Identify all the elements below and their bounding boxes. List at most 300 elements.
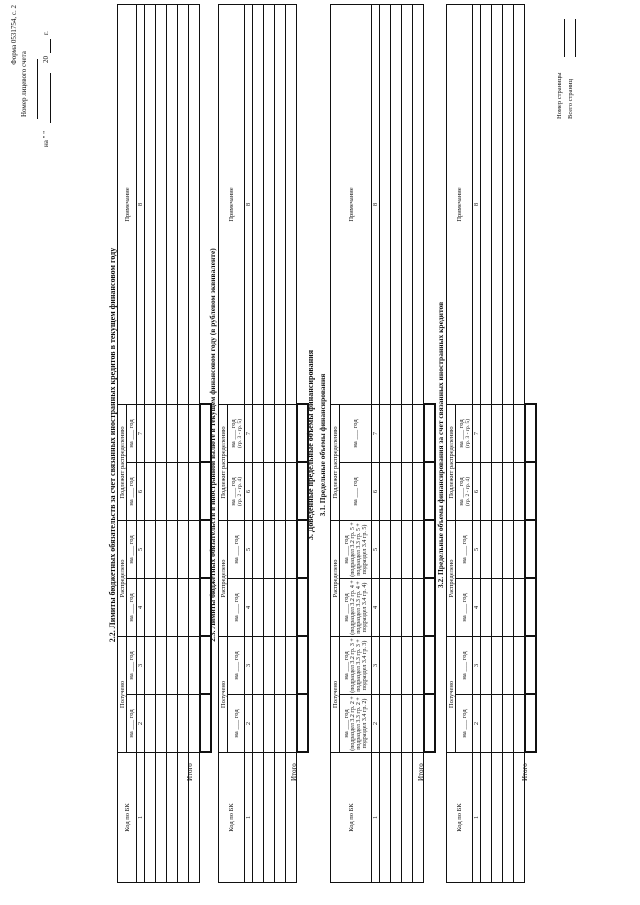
table-cell[interactable]	[514, 521, 525, 579]
table-cell[interactable]	[402, 753, 413, 883]
formula-6: (гр. 2 - гр. 4)	[236, 476, 243, 507]
col-kod: Код по БК	[331, 753, 372, 883]
table-cell[interactable]	[402, 521, 413, 579]
table-cell[interactable]	[178, 695, 189, 753]
col-polucheno: Получено	[447, 637, 456, 753]
table-cell[interactable]	[178, 405, 189, 463]
table-cell[interactable]	[286, 463, 297, 521]
col-kod: Код по БК	[118, 753, 137, 883]
table-cell[interactable]	[380, 463, 391, 521]
col-num-4: 4	[137, 579, 145, 637]
table-cell[interactable]	[156, 463, 167, 521]
na-label: на	[460, 673, 468, 680]
table-cell[interactable]	[145, 521, 156, 579]
year-col-header: на ___ год	[456, 521, 473, 579]
table-cell[interactable]	[145, 753, 156, 883]
date-line	[50, 73, 51, 123]
table-cell[interactable]	[253, 405, 264, 463]
na-label: на	[128, 499, 135, 506]
table-cell[interactable]	[514, 463, 525, 521]
table-cell[interactable]	[391, 637, 402, 695]
section-2-2-title: 2.2. Лимиты бюджетных обязательств за счет связанных иностранных кредитов в текущем финансовом году	[108, 247, 117, 643]
table-cell[interactable]	[167, 695, 178, 753]
col-num-3: 3	[137, 637, 145, 695]
table-cell[interactable]	[514, 637, 525, 695]
table-row	[514, 5, 525, 883]
col-polucheno: Получено	[118, 637, 127, 753]
total-cell[interactable]	[525, 637, 536, 695]
table-cell[interactable]	[402, 695, 413, 753]
table-cell[interactable]	[503, 521, 514, 579]
table-cell[interactable]	[145, 579, 156, 637]
table-cell[interactable]	[264, 579, 275, 637]
year-col-header: на ___ год	[127, 463, 137, 521]
table-cell[interactable]	[481, 405, 492, 463]
god-label: год	[343, 535, 350, 545]
date-year: 20	[42, 56, 50, 63]
table-cell[interactable]	[391, 695, 402, 753]
table-cell[interactable]	[189, 5, 200, 405]
table-cell[interactable]	[275, 695, 286, 753]
table-cell[interactable]	[275, 521, 286, 579]
table-row	[145, 5, 156, 883]
table-row	[503, 5, 514, 883]
table-cell[interactable]	[167, 579, 178, 637]
na-label: на	[352, 499, 359, 506]
col-num-7: 7	[137, 405, 145, 463]
table-cell[interactable]	[145, 695, 156, 753]
table-cell[interactable]	[156, 695, 167, 753]
formula-3-line2: подраздел 3.3 гр. 3 +	[356, 639, 362, 692]
table-row	[481, 5, 492, 883]
col-polucheno: Получено	[219, 637, 228, 753]
year-col-header: на ___ год	[127, 637, 137, 695]
table-cell[interactable]	[391, 463, 402, 521]
year-col-header: на ___ год	[228, 579, 245, 637]
table-cell[interactable]	[156, 521, 167, 579]
table-cell[interactable]	[286, 405, 297, 463]
table-row	[380, 5, 391, 883]
table-cell[interactable]	[503, 463, 514, 521]
god-label: год	[457, 477, 465, 487]
na-label: на	[229, 499, 237, 506]
formula-5-line1: (подраздел 3.2 гр. 5 +	[350, 522, 356, 577]
section-3-2-title: 3.2. Предельные объемы финансирования за счет связанных иностранных кредитов	[436, 301, 445, 589]
god-label: год	[128, 593, 135, 603]
formula-5-line3: подраздел 3.4 гр. 5)	[362, 524, 368, 575]
col-num-8: 8	[137, 5, 145, 405]
table-cell[interactable]	[167, 405, 178, 463]
table-cell[interactable]	[275, 463, 286, 521]
table-cell[interactable]	[145, 405, 156, 463]
table-cell[interactable]	[402, 463, 413, 521]
year-col-header: на ___ год (подраздел 3.2 гр. 4 + подраздел 3.3 гр. 4 + подраздел 3.4 гр. 4)	[340, 579, 372, 637]
col-num-5: 5	[245, 521, 253, 579]
table-row	[178, 5, 189, 883]
table-row	[286, 5, 297, 883]
col-num-6: 6	[245, 463, 253, 521]
table-cell[interactable]	[492, 463, 503, 521]
table-cell[interactable]	[514, 695, 525, 753]
year-col-header: на ___ год (подраздел 3.2 гр. 3 + подраздел 3.3 гр. 3 + подраздел 3.4 гр. 3)	[340, 637, 372, 695]
table-cell[interactable]	[286, 695, 297, 753]
table-cell[interactable]	[492, 405, 503, 463]
total-row	[424, 5, 435, 883]
table-cell[interactable]	[402, 579, 413, 637]
column-numbers-row	[372, 5, 380, 883]
total-spacer	[424, 5, 435, 405]
god-label: год	[232, 593, 240, 603]
table-cell[interactable]	[264, 463, 275, 521]
table-cell[interactable]	[492, 5, 503, 405]
table-cell[interactable]	[402, 5, 413, 405]
table-3-1	[330, 4, 436, 883]
god-label: год	[128, 477, 135, 487]
year-col-header: на ___ год	[228, 695, 245, 753]
total-cell[interactable]	[525, 695, 536, 753]
table-cell[interactable]	[503, 637, 514, 695]
table-cell[interactable]	[391, 753, 402, 883]
table-cell[interactable]	[492, 521, 503, 579]
table-cell[interactable]	[264, 695, 275, 753]
table-cell[interactable]	[380, 579, 391, 637]
table-cell[interactable]	[514, 5, 525, 405]
account-label: Номер лицевого счета	[20, 51, 28, 117]
table-cell[interactable]	[391, 579, 402, 637]
table-cell[interactable]	[189, 463, 200, 521]
table-cell[interactable]	[253, 753, 264, 883]
table-cell[interactable]	[492, 637, 503, 695]
table-cell[interactable]	[380, 695, 391, 753]
table-cell[interactable]	[264, 521, 275, 579]
formula-3-line3: подраздел 3.4 гр. 3)	[362, 640, 368, 691]
na-label: на	[343, 673, 350, 680]
table-cell[interactable]	[402, 637, 413, 695]
table-cell[interactable]	[492, 753, 503, 883]
col-num-4: 4	[473, 579, 481, 637]
table-cell[interactable]	[514, 579, 525, 637]
table-cell[interactable]	[178, 463, 189, 521]
table-cell[interactable]	[145, 5, 156, 405]
table-cell[interactable]	[275, 637, 286, 695]
table-2-2	[117, 4, 212, 883]
column-numbers-row	[473, 5, 481, 883]
section-2-3-title: 2.3. Лимиты бюджетных обязательств в иностранной валюте в текущем финансовом году (в рублевом эквиваленте)	[208, 248, 217, 642]
table-cell[interactable]	[253, 521, 264, 579]
col-num-1: 1	[245, 753, 253, 883]
table-cell[interactable]	[481, 753, 492, 883]
table-cell[interactable]	[253, 463, 264, 521]
formula-5-line2: подраздел 3.3 гр. 5 +	[356, 523, 362, 576]
table-cell[interactable]	[156, 5, 167, 405]
total-row	[525, 5, 536, 883]
year-col-header: на ___ год	[127, 579, 137, 637]
table-cell[interactable]	[481, 5, 492, 405]
table-cell[interactable]	[380, 405, 391, 463]
year-col-header: на ___ год	[127, 521, 137, 579]
year-col-header: на ___ год	[228, 637, 245, 695]
table-cell[interactable]	[253, 637, 264, 695]
total-cell[interactable]	[525, 579, 536, 637]
na-label: на	[232, 731, 240, 738]
table-cell[interactable]	[413, 405, 424, 463]
table-cell[interactable]	[253, 579, 264, 637]
total-spacer	[297, 753, 308, 883]
table-cell[interactable]	[391, 521, 402, 579]
table-cell[interactable]	[286, 637, 297, 695]
table-cell[interactable]	[503, 405, 514, 463]
table-row	[253, 5, 264, 883]
page-number-line	[564, 19, 565, 57]
col-num-3: 3	[372, 637, 380, 695]
table-cell[interactable]	[275, 579, 286, 637]
col-num-7: 7	[372, 405, 380, 463]
table-cell[interactable]	[503, 695, 514, 753]
total-cell[interactable]	[424, 405, 435, 463]
god-label: год	[460, 593, 468, 603]
table-cell[interactable]	[391, 405, 402, 463]
table-cell[interactable]	[481, 695, 492, 753]
total-cell[interactable]	[424, 695, 435, 753]
section-3-title: 3. Доведенные предельные объемы финансирования	[306, 349, 315, 541]
table-cell[interactable]	[286, 521, 297, 579]
col-num-5: 5	[372, 521, 380, 579]
table-cell[interactable]	[275, 5, 286, 405]
god-label: год	[128, 709, 135, 719]
col-num-5: 5	[137, 521, 145, 579]
year-col-header: на ___ год (гр. 2 - гр. 4)	[456, 463, 473, 521]
formula-7: (гр. 3 - гр. 5)	[236, 418, 243, 449]
col-kod: Код по БК	[219, 753, 245, 883]
table-cell[interactable]	[178, 579, 189, 637]
table-cell[interactable]	[264, 405, 275, 463]
table-cell[interactable]	[481, 463, 492, 521]
table-cell[interactable]	[167, 463, 178, 521]
total-cell[interactable]	[424, 579, 435, 637]
table-cell[interactable]	[391, 5, 402, 405]
col-podlezhit: Подлежит распределению	[447, 405, 456, 521]
na-label: на	[128, 731, 135, 738]
table-cell[interactable]	[264, 637, 275, 695]
na-label: на	[128, 615, 135, 622]
table-3-2	[446, 4, 537, 883]
table-cell[interactable]	[178, 521, 189, 579]
god-label: год	[352, 477, 359, 487]
na-label: на	[232, 557, 240, 564]
table-cell[interactable]	[189, 695, 200, 753]
table-row	[402, 5, 413, 883]
col-polucheno: Получено	[331, 637, 340, 753]
table-cell[interactable]	[380, 5, 391, 405]
date-na: на " "	[42, 130, 50, 147]
col-num-1: 1	[473, 753, 481, 883]
year-col-header: на ___ год	[340, 405, 372, 463]
section-3-1-title: 3.1. Предельные объемы финансирования	[318, 373, 327, 517]
na-label: на	[460, 557, 468, 564]
god-label: год	[229, 419, 237, 429]
table-cell[interactable]	[286, 579, 297, 637]
table-cell[interactable]	[156, 405, 167, 463]
column-numbers-row	[245, 5, 253, 883]
formula-6: (гр. 2 - гр. 4)	[464, 476, 471, 507]
col-num-2: 2	[137, 695, 145, 753]
column-numbers-row	[137, 5, 145, 883]
year-col-header: на ___ год	[127, 695, 137, 753]
table-cell[interactable]	[380, 521, 391, 579]
table-cell[interactable]	[156, 637, 167, 695]
col-primechanie: Примечание	[219, 5, 245, 405]
table-cell[interactable]	[275, 405, 286, 463]
date-g: г.	[42, 31, 50, 35]
table-cell[interactable]	[253, 5, 264, 405]
table-cell[interactable]	[167, 521, 178, 579]
table-cell[interactable]	[402, 405, 413, 463]
year-col-header: на ___ год (гр. 2 - гр. 4)	[228, 463, 245, 521]
year-col-header: на ___ год (подраздел 3.2 гр. 5 + подраздел 3.3 гр. 5 + подраздел 3.4 гр. 5)	[340, 521, 372, 579]
col-num-4: 4	[245, 579, 253, 637]
col-podlezhit: Подлежит распределению	[219, 405, 228, 521]
table-row	[413, 5, 424, 883]
total-cell[interactable]	[424, 637, 435, 695]
year-col-header: на ___ год	[456, 695, 473, 753]
table-cell[interactable]	[481, 579, 492, 637]
na-label: на	[128, 557, 135, 564]
table-cell[interactable]	[264, 753, 275, 883]
col-num-6: 6	[372, 463, 380, 521]
col-num-8: 8	[473, 5, 481, 405]
col-raspredeleno: Распределено	[118, 521, 127, 637]
total-label: Итого	[186, 763, 194, 781]
col-num-8: 8	[245, 5, 253, 405]
na-label: на	[343, 731, 350, 738]
col-num-6: 6	[473, 463, 481, 521]
total-pages-label: Всего страниц	[567, 79, 574, 119]
total-label: Итого	[290, 763, 298, 781]
col-num-5: 5	[473, 521, 481, 579]
form-label: Форма 0531754, с. 2	[10, 5, 18, 65]
god-label: год	[352, 419, 359, 429]
total-cell[interactable]	[525, 463, 536, 521]
na-label: на	[457, 441, 465, 448]
account-line	[37, 59, 38, 119]
formula-7: (гр. 3 - гр. 5)	[464, 418, 471, 449]
god-label: год	[460, 651, 468, 661]
total-cell[interactable]	[424, 463, 435, 521]
table-cell[interactable]	[413, 637, 424, 695]
formula-4-line1: (подраздел 3.2 гр. 4 +	[350, 580, 356, 635]
table-cell[interactable]	[189, 579, 200, 637]
year-col-header: на ___ год	[456, 637, 473, 695]
table-row	[264, 5, 275, 883]
na-label: на	[352, 441, 359, 448]
table-cell[interactable]	[275, 753, 286, 883]
col-raspredeleno: Распределено	[447, 521, 456, 637]
table-cell[interactable]	[481, 637, 492, 695]
table-cell[interactable]	[380, 637, 391, 695]
na-label: на	[460, 731, 468, 738]
na-label: на	[229, 441, 237, 448]
na-label: на	[128, 441, 135, 448]
god-label: год	[229, 477, 237, 487]
total-label: Итого	[417, 763, 425, 781]
col-podlezhit: Подлежит распределению	[331, 405, 340, 521]
formula-2-line3: подраздел 3.4 гр. 2)	[362, 698, 368, 749]
year-col-header: на ___ год (подраздел 3.2 гр. 2 + подраздел 3.3 гр. 2 + подраздел 3.4 гр. 2)	[340, 695, 372, 753]
formula-4-line3: подраздел 3.4 гр. 4)	[362, 582, 368, 633]
table-cell[interactable]	[156, 579, 167, 637]
col-num-3: 3	[473, 637, 481, 695]
col-primechanie: Примечание	[331, 5, 372, 405]
na-label: на	[457, 499, 465, 506]
col-num-2: 2	[372, 695, 380, 753]
table-cell[interactable]	[167, 753, 178, 883]
col-num-2: 2	[245, 695, 253, 753]
year-line	[50, 39, 51, 53]
table-cell[interactable]	[286, 5, 297, 405]
table-cell[interactable]	[167, 5, 178, 405]
formula-3-line1: (подраздел 3.2 гр. 3 +	[350, 638, 356, 693]
table-cell[interactable]	[413, 695, 424, 753]
col-kod: Код по БК	[447, 753, 473, 883]
table-row	[156, 5, 167, 883]
table-cell[interactable]	[492, 579, 503, 637]
table-cell[interactable]	[503, 5, 514, 405]
god-label: год	[128, 419, 135, 429]
col-num-1: 1	[372, 753, 380, 883]
table-cell[interactable]	[253, 695, 264, 753]
table-cell[interactable]	[481, 521, 492, 579]
table-cell[interactable]	[413, 521, 424, 579]
table-cell[interactable]	[145, 463, 156, 521]
formula-2-line2: подраздел 3.3 гр. 2 +	[356, 697, 362, 750]
table-cell[interactable]	[413, 463, 424, 521]
table-cell[interactable]	[492, 695, 503, 753]
table-cell[interactable]	[413, 5, 424, 405]
table-cell[interactable]	[189, 521, 200, 579]
table-cell[interactable]	[189, 405, 200, 463]
table-cell[interactable]	[503, 579, 514, 637]
total-spacer	[424, 753, 435, 883]
formula-4-line2: подраздел 3.3 гр. 4 +	[356, 581, 362, 634]
total-spacer	[200, 753, 211, 883]
god-label: год	[232, 651, 240, 661]
year-col-header: на ___ год	[228, 521, 245, 579]
table-cell[interactable]	[145, 637, 156, 695]
col-raspredeleno: Распределено	[331, 521, 340, 637]
na-label: на	[232, 615, 240, 622]
col-num-3: 3	[245, 637, 253, 695]
table-cell[interactable]	[178, 5, 189, 405]
table-cell[interactable]	[167, 637, 178, 695]
table-cell[interactable]	[413, 579, 424, 637]
col-num-7: 7	[473, 405, 481, 463]
table-cell[interactable]	[514, 405, 525, 463]
col-num-4: 4	[372, 579, 380, 637]
total-cell[interactable]	[525, 521, 536, 579]
table-cell[interactable]	[264, 5, 275, 405]
god-label: год	[343, 651, 350, 661]
table-cell[interactable]	[503, 753, 514, 883]
year-col-header: на ___ год	[340, 463, 372, 521]
table-cell[interactable]	[189, 637, 200, 695]
table-cell[interactable]	[178, 637, 189, 695]
table-cell[interactable]	[156, 753, 167, 883]
na-label: на	[343, 615, 350, 622]
total-cell[interactable]	[424, 521, 435, 579]
table-cell[interactable]	[380, 753, 391, 883]
na-label: на	[343, 557, 350, 564]
total-cell[interactable]	[525, 405, 536, 463]
